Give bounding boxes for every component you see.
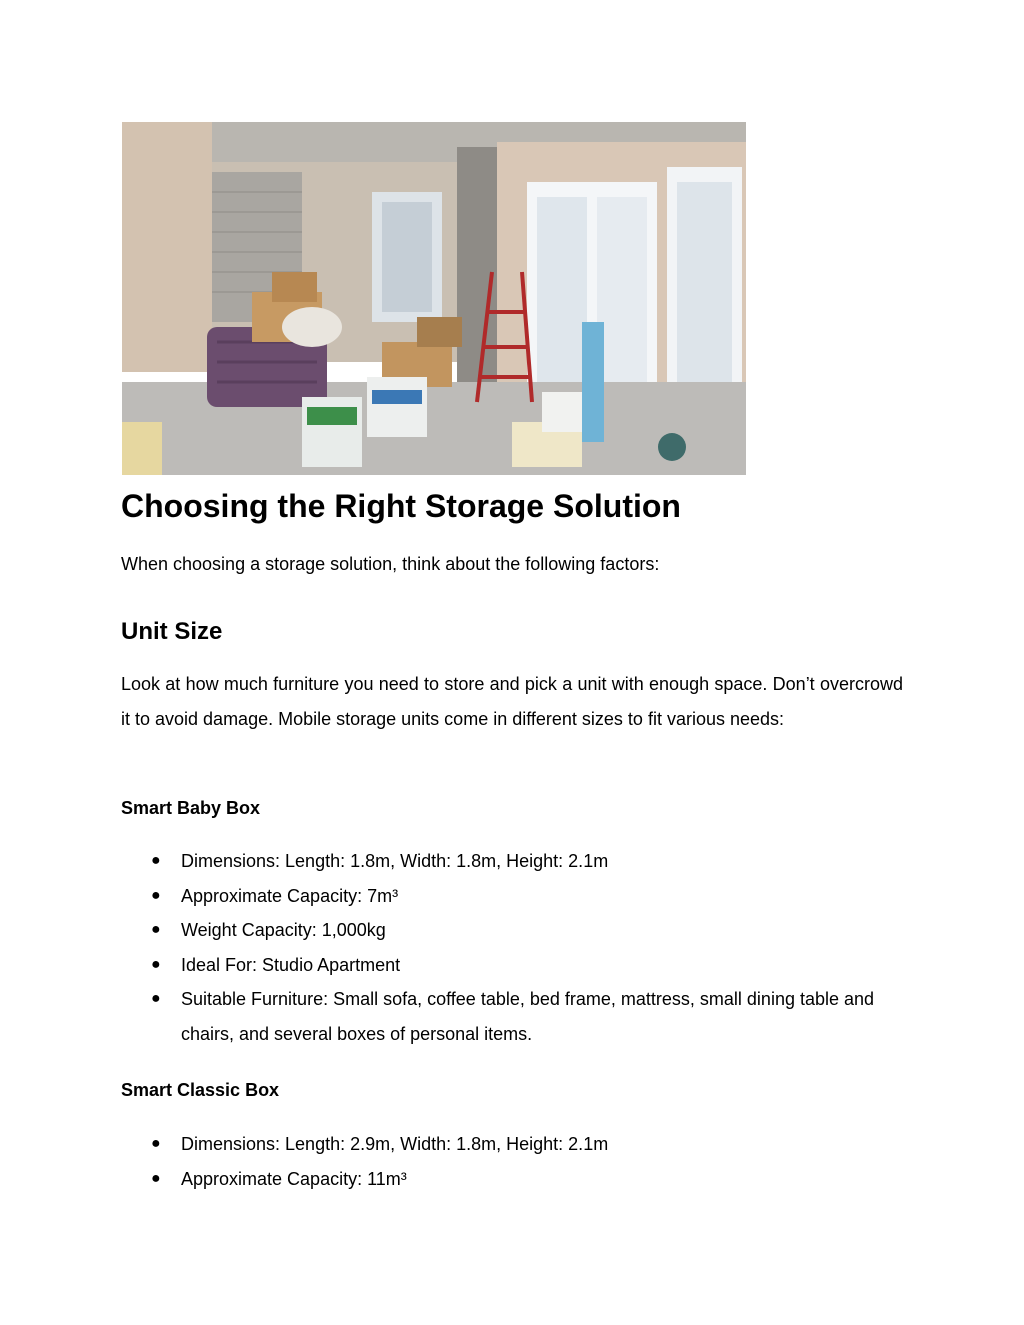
list-item-text: Approximate Capacity: 11m³	[181, 1168, 407, 1189]
list-item	[121, 982, 911, 1051]
list-item	[121, 913, 911, 948]
list-item	[121, 948, 911, 983]
list-item-text: Suitable Furniture: Small sofa, coffee table, bed frame, mattress, small dining table and chairs, and several boxes of personal items.	[181, 989, 875, 1044]
list-item-text: Weight Capacity: 1,000kg	[181, 920, 386, 940]
unit-size-paragraph: Look at how much furniture you need to store and pick a unit with enough space. Don’t overcrowd it to avoid damage. Mobile storage units come in different sizes to fit various needs:	[121, 674, 903, 729]
bullet-icon: ●	[151, 955, 161, 973]
smart-classic-box-list	[121, 1127, 911, 1196]
list-item-text: Approximate Capacity: 7m³	[181, 885, 399, 906]
bullet-icon: ●	[151, 852, 161, 869]
intro-text: When choosing a storage solution, think about the following factors:	[121, 554, 660, 574]
bullet-icon: ●	[151, 1169, 161, 1187]
renovation-room-photo	[122, 122, 746, 475]
section-heading-unit-size: Unit Size	[121, 618, 223, 645]
bullet-icon: ●	[151, 990, 161, 1007]
page-title: Choosing the Right Storage Solution	[121, 488, 681, 524]
box-heading-smart-baby-box: Smart Baby Box	[121, 798, 261, 818]
list-item	[121, 879, 911, 914]
box-heading-smart-classic-box: Smart Classic Box	[121, 1080, 280, 1100]
list-item	[121, 1127, 911, 1162]
list-item-text: Ideal For: Studio Apartment	[181, 954, 401, 975]
list-item-text: Dimensions: Length: 2.9m, Width: 1.8m, Height: 2.1m	[181, 1134, 609, 1154]
bullet-icon: ●	[151, 886, 161, 904]
smart-baby-box-list	[121, 844, 911, 1051]
list-item	[121, 1162, 911, 1197]
bullet-icon: ●	[151, 1135, 161, 1152]
list-item	[121, 844, 911, 879]
bullet-icon: ●	[151, 921, 161, 938]
list-item-text: Dimensions: Length: 1.8m, Width: 1.8m, Height: 2.1m	[181, 851, 609, 871]
